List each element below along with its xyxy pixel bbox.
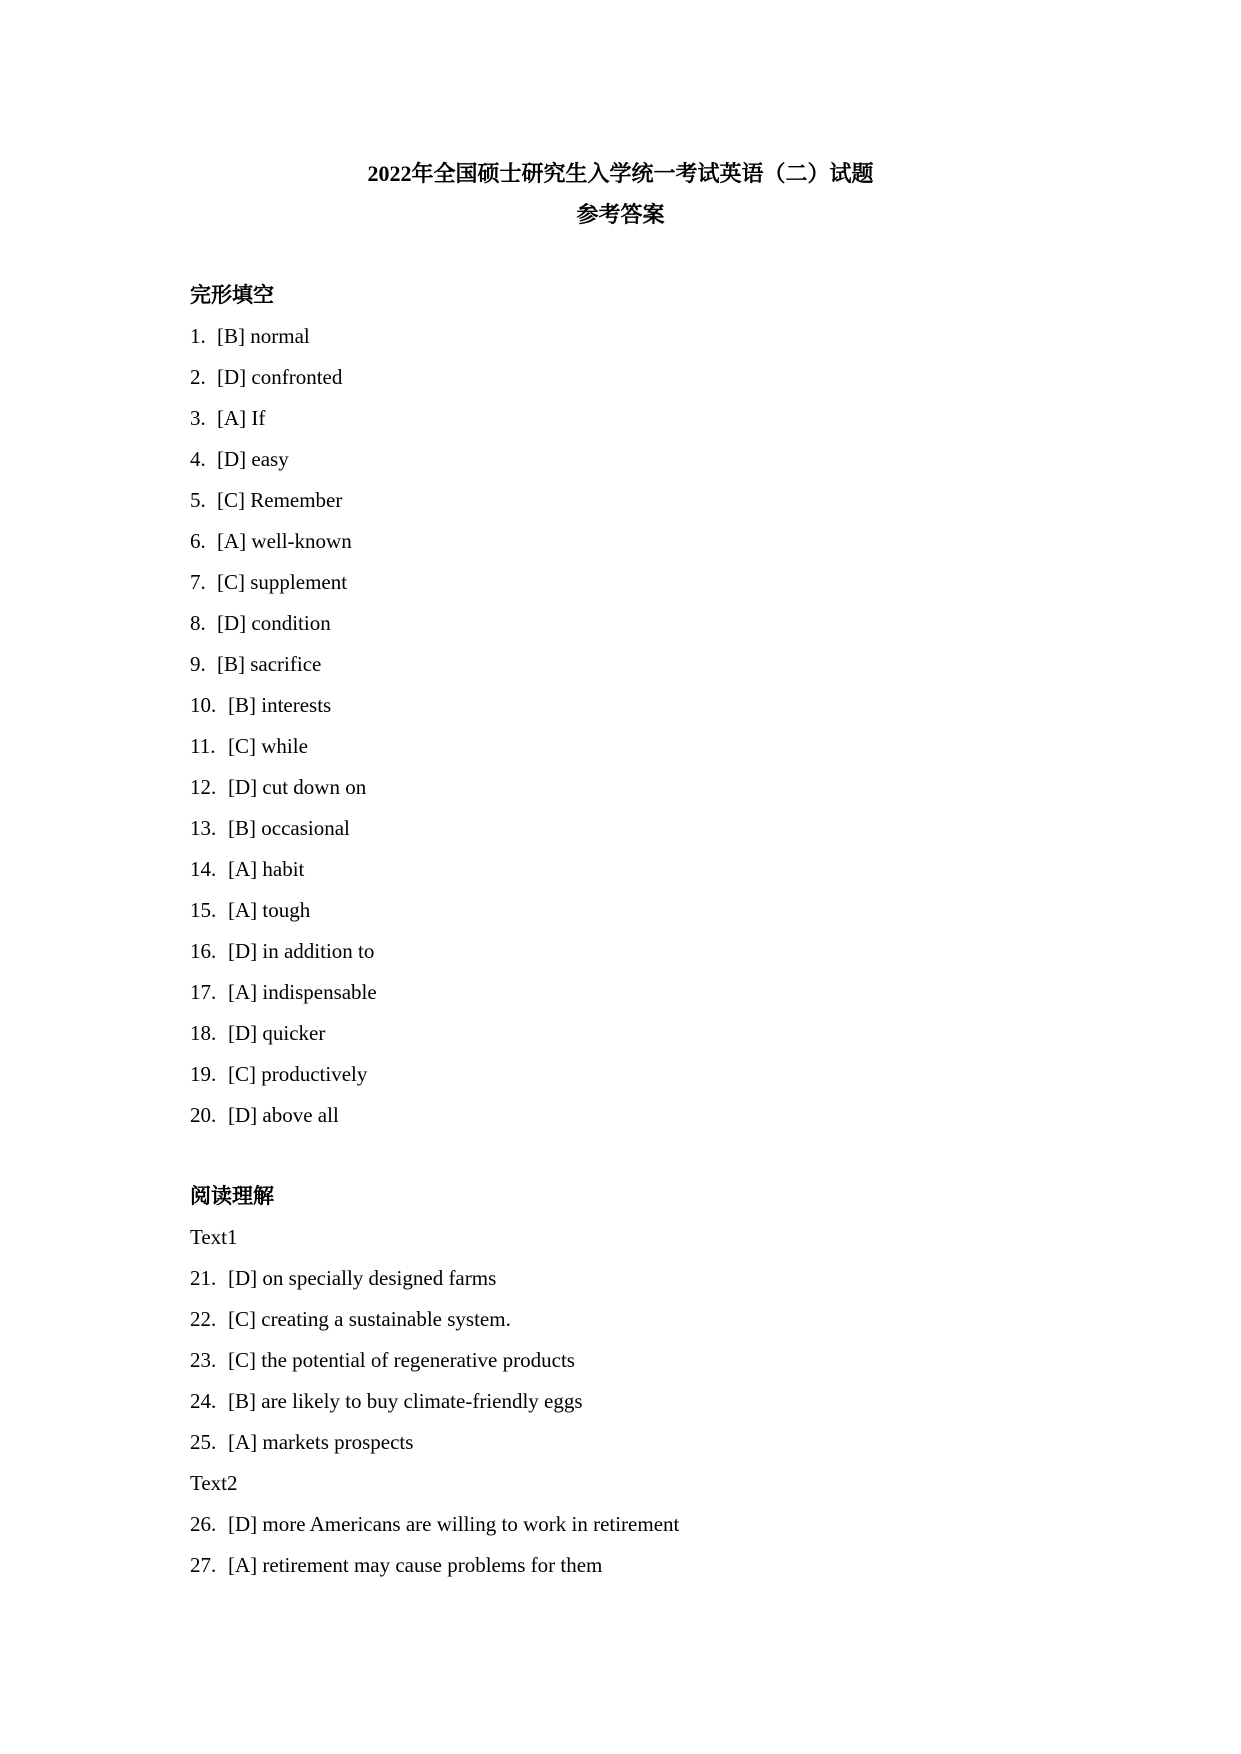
question-number: 17. (190, 980, 217, 1004)
question-number: 24. (190, 1389, 217, 1413)
answer-text: [C] supplement (217, 570, 348, 594)
answer-text: [D] above all (228, 1103, 339, 1127)
answer-item (190, 895, 1090, 936)
question-number: 5. (190, 488, 206, 512)
text1-label: Text1 (190, 1225, 238, 1249)
answer-text: [D] easy (217, 447, 289, 471)
answer-text: [D] more Americans are willing to work in retirement (228, 1512, 680, 1536)
question-number: 16. (190, 939, 217, 963)
reading-heading: 阅读理解 (190, 1184, 274, 1208)
answer-item (190, 731, 1090, 772)
question-number: 10. (190, 693, 217, 717)
question-number: 2. (190, 365, 206, 389)
answer-item (190, 1509, 1090, 1550)
answer-item (190, 1100, 1090, 1141)
answer-text: [B] occasional (228, 816, 350, 840)
answer-text: [B] are likely to buy climate-friendly eggs (228, 1389, 583, 1413)
answer-text: [D] confronted (217, 365, 343, 389)
answer-text: [D] in addition to (228, 939, 375, 963)
answer-item (190, 526, 1090, 567)
question-number: 21. (190, 1266, 217, 1290)
document-title: 2022年全国硕士研究生入学统一考试英语（二）试题 (367, 161, 874, 186)
question-number: 8. (190, 611, 206, 635)
answer-item (190, 608, 1090, 649)
answer-text: [C] while (228, 734, 308, 758)
answer-item (190, 813, 1090, 854)
answer-text: [B] sacrifice (217, 652, 322, 676)
answer-item (190, 649, 1090, 690)
answer-text: [A] markets prospects (228, 1430, 414, 1454)
question-number: 14. (190, 857, 217, 881)
answer-item (190, 1427, 1090, 1468)
cloze-heading: 完形填空 (190, 283, 274, 307)
answer-text: [A] tough (228, 898, 311, 922)
question-number: 6. (190, 529, 206, 553)
answer-text: [C] creating a sustainable system. (228, 1307, 511, 1331)
question-number: 18. (190, 1021, 217, 1045)
answer-content (190, 280, 1090, 1591)
answer-item (190, 1304, 1090, 1345)
answer-text: [C] the potential of regenerative products (228, 1348, 575, 1372)
answer-text: [D] condition (217, 611, 331, 635)
answer-item (190, 444, 1090, 485)
question-number: 22. (190, 1307, 217, 1331)
question-number: 3. (190, 406, 206, 430)
answer-text: [A] If (217, 406, 266, 430)
answer-item (190, 936, 1090, 977)
question-number: 11. (190, 734, 216, 758)
answer-text: [D] on specially designed farms (228, 1266, 497, 1290)
answer-text: [A] habit (228, 857, 305, 881)
answer-text: [D] cut down on (228, 775, 367, 799)
answer-item (190, 1345, 1090, 1386)
answer-item (190, 567, 1090, 608)
question-number: 27. (190, 1553, 217, 1577)
answer-item (190, 1263, 1090, 1304)
answer-text: [C] Remember (217, 488, 343, 512)
answer-item (190, 690, 1090, 731)
answer-item (190, 1550, 1090, 1591)
cloze-answer-list (190, 321, 1090, 1141)
question-number: 20. (190, 1103, 217, 1127)
text2-answer-list (190, 1509, 1090, 1591)
answer-item (190, 854, 1090, 895)
question-number: 4. (190, 447, 206, 471)
question-number: 19. (190, 1062, 217, 1086)
answer-text: [B] interests (228, 693, 332, 717)
question-number: 25. (190, 1430, 217, 1454)
question-number: 1. (190, 324, 206, 348)
answer-item (190, 1018, 1090, 1059)
answer-text: [D] quicker (228, 1021, 326, 1045)
document-subtitle: 参考答案 (576, 202, 665, 227)
text1-answer-list (190, 1263, 1090, 1468)
answer-item (190, 772, 1090, 813)
question-number: 9. (190, 652, 206, 676)
answer-text: [A] retirement may cause problems for them (228, 1553, 603, 1577)
answer-text: [C] productively (228, 1062, 368, 1086)
question-number: 23. (190, 1348, 217, 1372)
question-number: 12. (190, 775, 217, 799)
question-number: 13. (190, 816, 217, 840)
answer-item (190, 321, 1090, 362)
question-number: 7. (190, 570, 206, 594)
question-number: 15. (190, 898, 217, 922)
answer-item (190, 1059, 1090, 1100)
answer-item (190, 977, 1090, 1018)
text2-label: Text2 (190, 1471, 238, 1495)
answer-text: [B] normal (217, 324, 310, 348)
answer-item (190, 1386, 1090, 1427)
question-number: 26. (190, 1512, 217, 1536)
answer-item (190, 403, 1090, 444)
answer-item (190, 362, 1090, 403)
answer-text: [A] well-known (217, 529, 352, 553)
answer-item (190, 485, 1090, 526)
answer-text: [A] indispensable (228, 980, 377, 1004)
